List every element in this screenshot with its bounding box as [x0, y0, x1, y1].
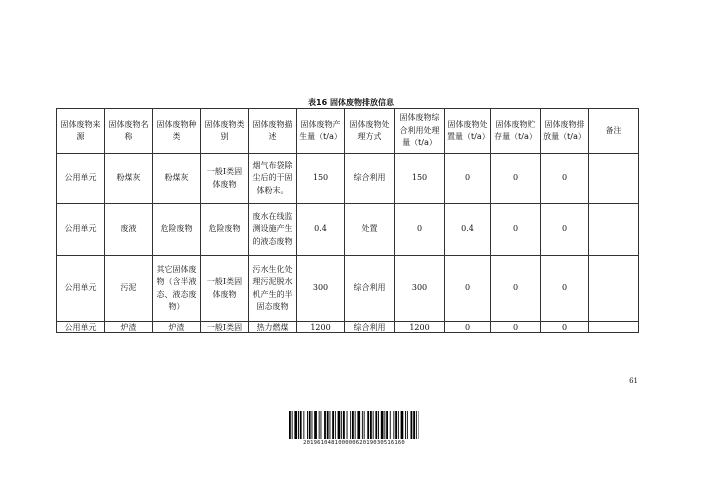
cell: 0	[541, 256, 589, 322]
cell: 一般I类固体废物	[201, 154, 249, 204]
cell: 危险废物	[153, 204, 201, 256]
cell: 300	[297, 256, 345, 322]
cell: 烟气布袋除尘后的干固体粉末。	[249, 154, 297, 204]
cell: 废水在线监测设施产生的液态废物	[249, 204, 297, 256]
solid-waste-table	[56, 108, 639, 333]
cell: 0	[445, 322, 491, 333]
cell: 150	[395, 154, 445, 204]
header-row	[57, 109, 639, 154]
col-header: 固体废物处理方式	[345, 109, 395, 154]
cell: 污水生化处理污泥脱水机产生的半固态废物	[249, 256, 297, 322]
table-row	[57, 322, 639, 333]
cell: 0.4	[297, 204, 345, 256]
cell: 0	[491, 204, 541, 256]
cell: 公用单元	[57, 204, 105, 256]
cell: 粉煤灰	[105, 154, 153, 204]
cell: 0	[541, 154, 589, 204]
cell: 炉渣	[105, 322, 153, 333]
cell: 0.4	[445, 204, 491, 256]
cell: 0	[395, 204, 445, 256]
cell: 1200	[297, 322, 345, 333]
col-header: 固体废物贮存量（t/a）	[491, 109, 541, 154]
table-row	[57, 204, 639, 256]
cell	[589, 204, 639, 256]
cell: 处置	[345, 204, 395, 256]
table-title: 表16 固体废物排放信息	[308, 98, 394, 107]
cell: 0	[445, 154, 491, 204]
table-row	[57, 154, 639, 204]
cell: 300	[395, 256, 445, 322]
cell: 0	[541, 322, 589, 333]
cell: 其它固体废物（含半液态、液态废物）	[153, 256, 201, 322]
cell: 粉煤灰	[153, 154, 201, 204]
barcode-number: 20196104810000062019030516160	[303, 440, 405, 446]
col-header: 固体废物名称	[105, 109, 153, 154]
cell: 公用单元	[57, 322, 105, 333]
col-header: 固体废物种类	[153, 109, 201, 154]
col-header: 固体废物来源	[57, 109, 105, 154]
table-row	[57, 256, 639, 322]
cell	[589, 154, 639, 204]
col-header: 固体废物处置量（t/a）	[445, 109, 491, 154]
cell: 0	[445, 256, 491, 322]
cell	[589, 256, 639, 322]
col-header: 固体废物排放量（t/a）	[541, 109, 589, 154]
cell: 热力燃煤	[249, 322, 297, 333]
cell: 1200	[395, 322, 445, 333]
cell: 综合利用	[345, 154, 395, 204]
cell	[589, 322, 639, 333]
col-header: 固体废物描述	[249, 109, 297, 154]
cell: 综合利用	[345, 322, 395, 333]
cell: 一般I类固	[201, 322, 249, 333]
cell: 公用单元	[57, 256, 105, 322]
cell: 公用单元	[57, 154, 105, 204]
cell: 0	[541, 204, 589, 256]
cell: 0	[491, 322, 541, 333]
cell: 0	[491, 256, 541, 322]
cell: 150	[297, 154, 345, 204]
col-header: 固体废物产生量（t/a）	[297, 109, 345, 154]
cell: 综合利用	[345, 256, 395, 322]
cell: 一般I类固体废物	[201, 256, 249, 322]
cell: 危险废物	[201, 204, 249, 256]
cell: 污泥	[105, 256, 153, 322]
col-header: 固体废物类别	[201, 109, 249, 154]
cell: 废液	[105, 204, 153, 256]
col-header: 固体废物综合利用处理量（t/a）	[395, 109, 445, 154]
cell: 炉渣	[153, 322, 201, 333]
page-number: 61	[629, 377, 638, 385]
barcode-icon	[289, 411, 419, 439]
col-header: 备注	[589, 109, 639, 154]
cell: 0	[491, 154, 541, 204]
